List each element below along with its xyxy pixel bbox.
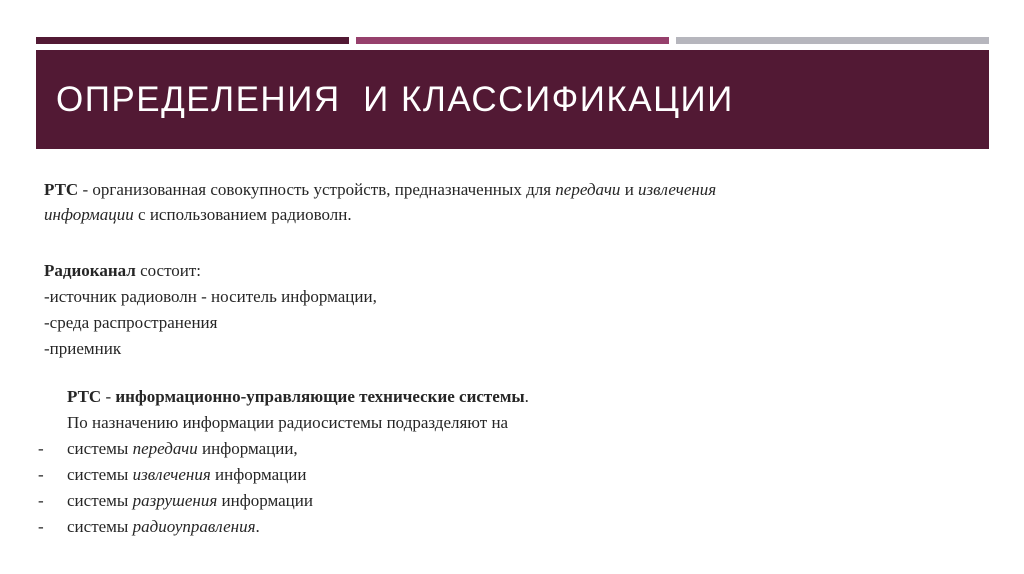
system-rest: информации [217,491,313,510]
definition-italic-transmission: передачи [555,180,621,199]
title-band [36,50,989,149]
system-word: системы [67,465,133,484]
accent-bar-gray [676,37,989,44]
slide-title: ОПРЕДЕЛЕНИЯ И КЛАССИФИКАЦИИ [56,79,734,119]
system-word: системы [67,491,133,510]
system-rest: . [255,517,260,536]
definition-italic-extraction: извлечения [638,180,717,199]
classification-sep: - [101,387,116,406]
bullet-dash: - [38,517,44,536]
channel-heading [44,261,201,281]
definition-text-b: с использованием радиоволн. [133,205,352,224]
definition-text-a: - организованная совокупность устройств, предназначенных для [78,180,556,199]
system-italic: передачи [132,439,198,458]
system-word: системы [67,439,133,458]
bullet-dash: - [38,439,44,458]
bullet-dash: - [38,491,44,510]
system-item [67,439,298,459]
system-word: системы [67,517,133,536]
accent-bar-magenta [356,37,669,44]
definition-line-1 [44,180,716,200]
accent-bar-dark [36,37,349,44]
channel-term: Радиоканал [44,261,136,280]
definition-text-and: и [620,180,639,199]
system-item [67,465,306,485]
channel-item: -приемник [44,339,122,358]
classification-intro: По назначению информации радиосистемы подразделяют на [67,413,509,432]
bullet-dash: - [38,465,44,484]
channel-item: -среда распространения [44,313,218,332]
system-item [67,517,260,537]
system-rest: информации [210,465,307,484]
classification-period: . [524,387,529,406]
classification-heading [67,387,529,407]
classification-bold-phrase: информационно-управляющие технические системы [115,387,525,406]
system-italic: разрушения [132,491,218,510]
system-item [67,491,313,511]
definition-line-2 [44,205,352,225]
system-italic: извлечения [132,465,211,484]
system-italic: радиоуправления [132,517,256,536]
system-rest: информации, [197,439,298,458]
definition-italic-information: информации [44,205,134,224]
definition-term: РТС [44,180,79,199]
classification-term: РТС [67,387,102,406]
channel-item: -источник радиоволн - носитель информации, [44,287,377,306]
channel-rest: состоит: [135,261,202,280]
